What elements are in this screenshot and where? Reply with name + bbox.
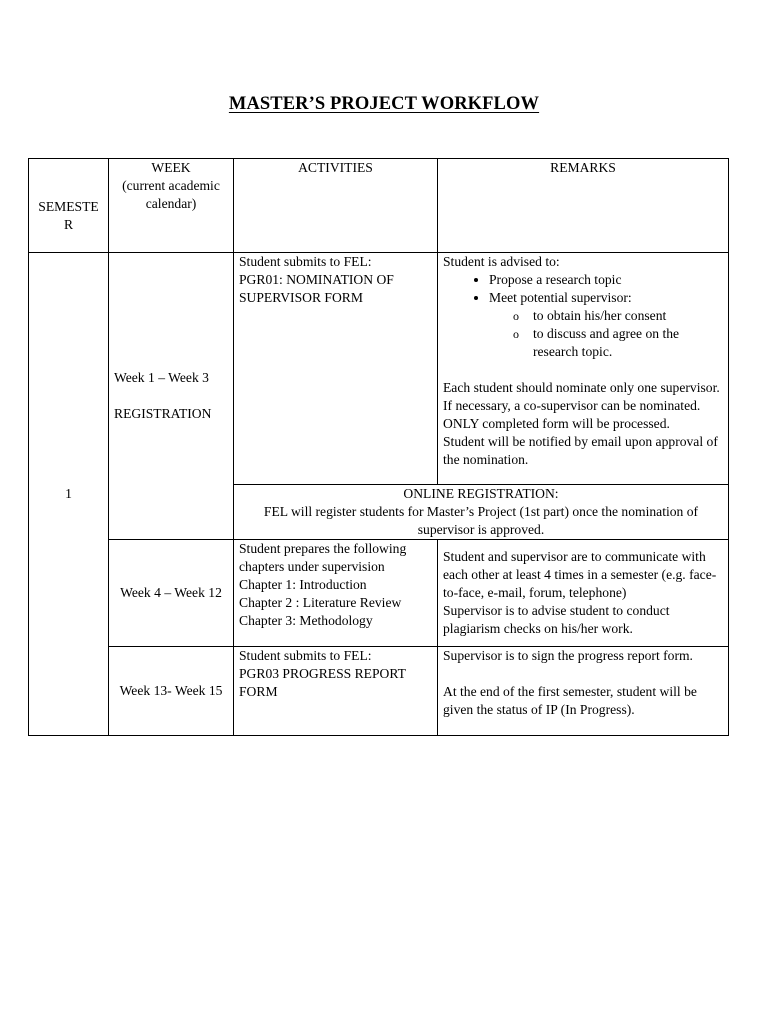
remarks-paragraph: Each student should nominate only one supervisor. If necessary, a co-supervisor can be nominated.: [443, 380, 720, 413]
table-row: [29, 540, 729, 647]
online-registration-heading: ONLINE REGISTRATION:: [403, 486, 559, 501]
activity-line: Student submits to FEL:: [239, 648, 372, 663]
list-item: o to discuss and agree on the research topic.: [533, 325, 723, 361]
activity-cell: [234, 647, 438, 736]
header-semester-label: SEMESTER: [38, 198, 99, 232]
activity-cell: [234, 253, 438, 485]
remarks-intro: Student is advised to:: [443, 254, 560, 269]
table-row: [29, 253, 729, 485]
header-semester: [29, 159, 109, 253]
chapter-item: Chapter 3: Methodology: [239, 613, 373, 628]
week-cell: [109, 647, 234, 736]
activity-form: PGR03 PROGRESS REPORT FORM: [239, 666, 406, 699]
header-week: [109, 159, 234, 253]
remarks-cell: [438, 540, 729, 647]
header-activities: [234, 159, 438, 253]
header-remarks: [438, 159, 729, 253]
remarks-paragraph: Supervisor is to sign the progress report form.: [443, 648, 693, 663]
list-item: o to obtain his/her consent: [533, 307, 723, 325]
remarks-paragraph: ONLY completed form will be processed.: [443, 416, 670, 431]
activity-line: Student submits to FEL:: [239, 254, 372, 269]
week-cell: [109, 253, 234, 540]
online-registration-cell: [234, 485, 729, 540]
chapter-item: Chapter 2 : Literature Review: [239, 595, 402, 610]
header-row: [29, 159, 729, 253]
header-week-label: WEEK: [151, 160, 191, 175]
week-range: Week 13- Week 15: [119, 683, 223, 698]
online-registration-text: FEL will register students for Master’s Project (1st part) once the nomination of supervisor is approved.: [263, 504, 699, 537]
header-activities-label: ACTIVITIES: [298, 160, 373, 175]
sub-bullet-list: [443, 307, 723, 361]
list-item: • Meet potential supervisor:: [489, 289, 723, 307]
activity-line: Student prepares the following chapters under supervision: [239, 541, 407, 574]
remarks-cell: [438, 647, 729, 736]
page-title: [0, 94, 768, 115]
remarks-paragraph: Student and supervisor are to communicate with each other at least 4 times in a semester (e.g. face-to-face, e-mail, forum, telephone): [443, 549, 717, 600]
week-cell: [109, 540, 234, 647]
header-remarks-label: REMARKS: [550, 160, 616, 175]
activity-cell: [234, 540, 438, 647]
list-item: • Propose a research topic: [489, 271, 723, 289]
week-range: Week 1 – Week 3: [114, 370, 209, 385]
table-row: [29, 647, 729, 736]
semester-value: 1: [65, 486, 72, 501]
semester-cell: [29, 253, 109, 736]
week-range: Week 4 – Week 12: [120, 585, 222, 600]
header-week-sublabel: (current academic calendar): [122, 178, 220, 211]
remarks-cell: [438, 253, 729, 485]
remarks-paragraph: Student will be notified by email upon approval of the nomination.: [443, 434, 718, 467]
chapter-item: Chapter 1: Introduction: [239, 577, 367, 592]
phase-label: REGISTRATION: [114, 406, 212, 421]
title-text: MASTER’S PROJECT WORKFLOW: [228, 94, 540, 114]
bullet-list: [443, 271, 723, 307]
workflow-table: [28, 158, 729, 736]
remarks-paragraph: Supervisor is to advise student to conduct plagiarism checks on his/her work.: [443, 603, 670, 636]
remarks-paragraph: At the end of the first semester, student will be given the status of IP (In Progress).: [443, 684, 697, 717]
activity-form: PGR01: NOMINATION OF SUPERVISOR FORM: [239, 272, 394, 305]
